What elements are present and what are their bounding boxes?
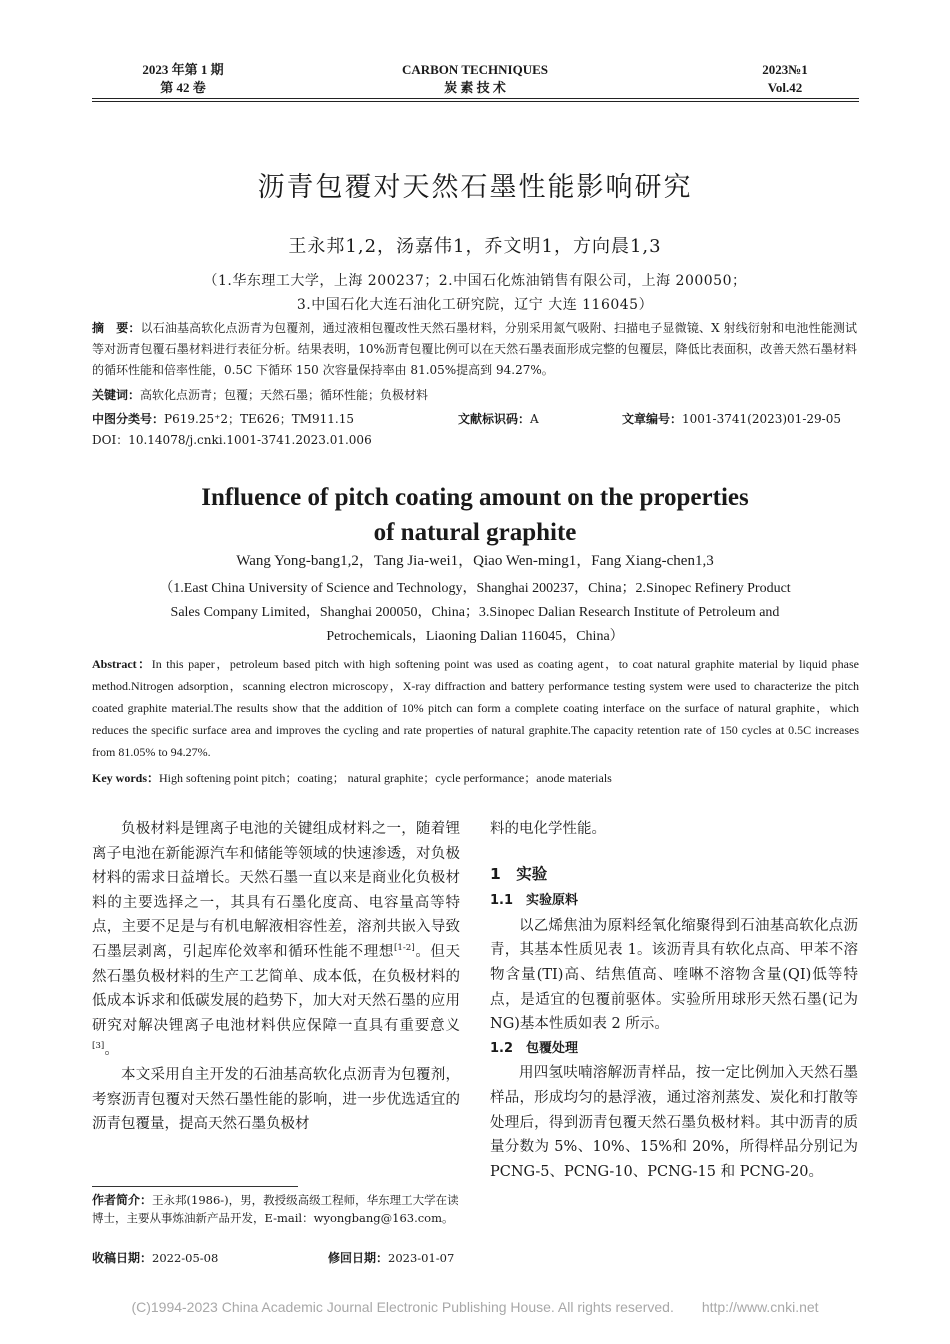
author-bio-label: 作者简介： [92, 1193, 153, 1207]
header-volume-en: Vol.42 [767, 80, 803, 95]
intro-text-a: 负极材料是锂离子电池的关键组成材料之一，随着锂离子电池在新能源汽车和储能等领域的快速渗透，对负极材料的需求日益增长。天然石墨一直以来是商业化负极材料的主要选择之一，其具有石墨化度高、电容量高等特点，主要不足是与有机电解液相容性差，溶剂共嵌入导致石墨层剥离，引起库伦效率和循环性能不理想 [92, 821, 460, 960]
affiliation-cn-1: （1.华东理工大学，上海 200237；2.中国石化炼油销售有限公司，上海 200050； [203, 273, 747, 289]
doc-code-value: A [530, 412, 539, 426]
abstract-en [92, 653, 859, 763]
header-right [735, 61, 835, 97]
authors-en: Wang Yong-bang1,2，Tang Jia-wei1，Qiao Wen-ming1，Fang Xiang-chen1,3 [236, 553, 714, 569]
article-number-value: 1001-3741(2023)01-29-05 [682, 412, 841, 426]
affiliation-en [0, 577, 950, 649]
header-volume-cn: 第 42 卷 [160, 80, 206, 95]
abstract-cn [92, 318, 857, 381]
header-year-issue: 2023 年第 1 期 [142, 62, 224, 77]
intro-paragraph-2: 本文采用自主开发的石油基高软化点沥青为包覆剂，考察沥青包覆对天然石墨性能的影响，进一步优选适宜的沥青包覆量，提高天然石墨负极材 [92, 1066, 460, 1133]
revised-value: 2023-01-07 [388, 1251, 455, 1265]
doi: DOI：10.14078/j.cnki.1001-3741.2023.01.006 [92, 433, 372, 447]
journal-name-en: CARBON TECHNIQUES [401, 62, 549, 77]
abstract-en-text: In this paper，petroleum based pitch with high softening point was used as coating agent，to coat natural graphite material by liquid phase method.Nitrogen adsorption，scanning electron microscopy，X-ray diffraction and battery performance testing system were used to characterize the pitch coated graphite material.The results show that the addition of 10% pitch can form a complete coating interface on the surface of natural graphite，which reduces the specific surface area and improves the cycling and rate properties of natural graphite.The capacity retention rate of 150 cycles at 0.5C increases from 81.05% to 94.27%. [92, 657, 860, 759]
keywords-en-text: High softening point pitch；coating； natural graphite；cycle performance；anode materials [159, 771, 612, 785]
journal-name-cn: 炭 素 技 术 [444, 80, 506, 95]
author-bio [92, 1191, 470, 1227]
clc-number [92, 410, 354, 428]
received-value: 2022-05-08 [152, 1251, 219, 1265]
affiliation-cn-2: 3.中国石化大连石油化工研究院，辽宁 大连 116045） [296, 297, 654, 313]
header-issue-en: 2023№1 [762, 62, 808, 77]
header-left [118, 61, 248, 97]
received-label: 收稿日期： [92, 1251, 153, 1265]
materials-paragraph: 以乙烯焦油为原料经氧化缩聚得到石油基高软化点沥青，其基本性质见表 1。该沥青具有软化点高、甲苯不溶物含量(TI)高、结焦值高、喹啉不溶物含量(QI)低等特点，是适宜的包覆前驱体。实验所用球形天然石墨(记为 NG)基本性质如表 2 所示。 [490, 917, 858, 1033]
keywords-en-label: Key words： [92, 771, 159, 785]
intro-paragraph-1 [92, 817, 460, 1063]
abstract-cn-text: 以石油基高软化点沥青为包覆剂，通过液相包覆改性天然石墨材料，分别采用氮气吸附、扫描电子显微镜、X 射线衍射和电池性能测试等对沥青包覆石墨材料进行表征分析。结果表明，10%沥青包覆比例可以在天然石墨表面形成完整的包覆层，降低比表面积，改善天然石墨材料的循环性能和倍率性能，0.5C 下循环 150 次容量保持率由 81.05%提高到 94.27%。 [92, 321, 857, 377]
doc-code-label: 文献标识码： [458, 412, 531, 426]
paper-title-en [0, 480, 950, 550]
keywords-cn-text: 高软化点沥青；包覆；天然石墨；循环性能；负极材料 [140, 388, 429, 402]
revised-label: 修回日期： [328, 1251, 389, 1265]
keywords-cn [92, 385, 857, 406]
body-left-column [92, 817, 460, 1137]
abstract-cn-label: 摘 要： [92, 321, 141, 335]
footnote-rule [92, 1186, 298, 1187]
document-code [458, 410, 539, 428]
citation-3: [3] [92, 1041, 105, 1052]
header-rule-top [92, 98, 859, 99]
intro-text-b: 。但天然石墨负极材料的生产工艺简单、成本低，在负极材料的低成本诉求和低碳发展的趋势下，加大对天然石墨的应用研究对解决锂离子电池材料供应保障一直具有重要意义 [92, 943, 461, 1034]
paper-title-en-line2: of natural graphite [373, 519, 577, 546]
revised-date [328, 1249, 488, 1267]
section-heading-1-1: 1.1 实验原料 [490, 893, 579, 909]
copyright-watermark: (C)1994-2023 China Academic Journal Electronic Publishing House. All rights reserved. http://www.cnki.net [131, 1299, 819, 1315]
abstract-en-label: Abstract： [92, 657, 152, 671]
coating-paragraph: 用四氢呋喃溶解沥青样品，按一定比例加入天然石墨样品，形成均匀的悬浮液，通过溶剂蒸发、炭化和打散等处理后，得到沥青包覆天然石墨负极材料。其中沥青的质量分数为 5%、10%、15%和 20%，所得样品分别记为 PCNG-5、PCNG-10、PCNG-15 和 PCNG-20。 [490, 1065, 858, 1180]
intro-text-c: 。 [104, 1042, 119, 1059]
keywords-en [92, 767, 859, 789]
author-bio-text: 王永邦(1986-)，男，教授级高级工程师，华东理工大学在读博士，主要从事炼油新产品开发，E-mail：wyongbang@163.com。 [92, 1193, 459, 1225]
body-right-column [490, 817, 858, 1184]
authors-cn: 王永邦1,2，汤嘉伟1，乔文明1，方向晨1,3 [288, 236, 662, 257]
header-rule-bottom [92, 101, 859, 102]
keywords-cn-label: 关键词： [92, 388, 141, 402]
affiliation-en-1: （1.East China University of Science and Technology，Shanghai 200237，China；2.Sinopec Refinery Product [159, 581, 791, 596]
header-center [325, 61, 625, 97]
article-number [622, 410, 841, 428]
section-heading-1-2: 1.2 包覆处理 [490, 1040, 579, 1056]
citation-1-2: [1-2] [393, 943, 415, 954]
continued-text: 料的电化学性能。 [490, 821, 606, 837]
clc-value: P619.25⁺2；TE626；TM911.15 [164, 412, 354, 426]
affiliation-en-2: Sales Company Limited，Shanghai 200050，China；3.Sinopec Dalian Research Institute of Petroleum and [170, 605, 780, 620]
affiliation-en-3: Petrochemicals，Liaoning Dalian 116045，China） [326, 629, 624, 644]
clc-label: 中图分类号： [92, 412, 165, 426]
paper-title-cn: 沥青包覆对天然石墨性能影响研究 [257, 172, 693, 203]
paper-title-en-line1: Influence of pitch coating amount on the properties [201, 484, 749, 511]
article-number-label: 文章编号： [622, 412, 683, 426]
section-heading-1: 1 实验 [490, 864, 548, 883]
